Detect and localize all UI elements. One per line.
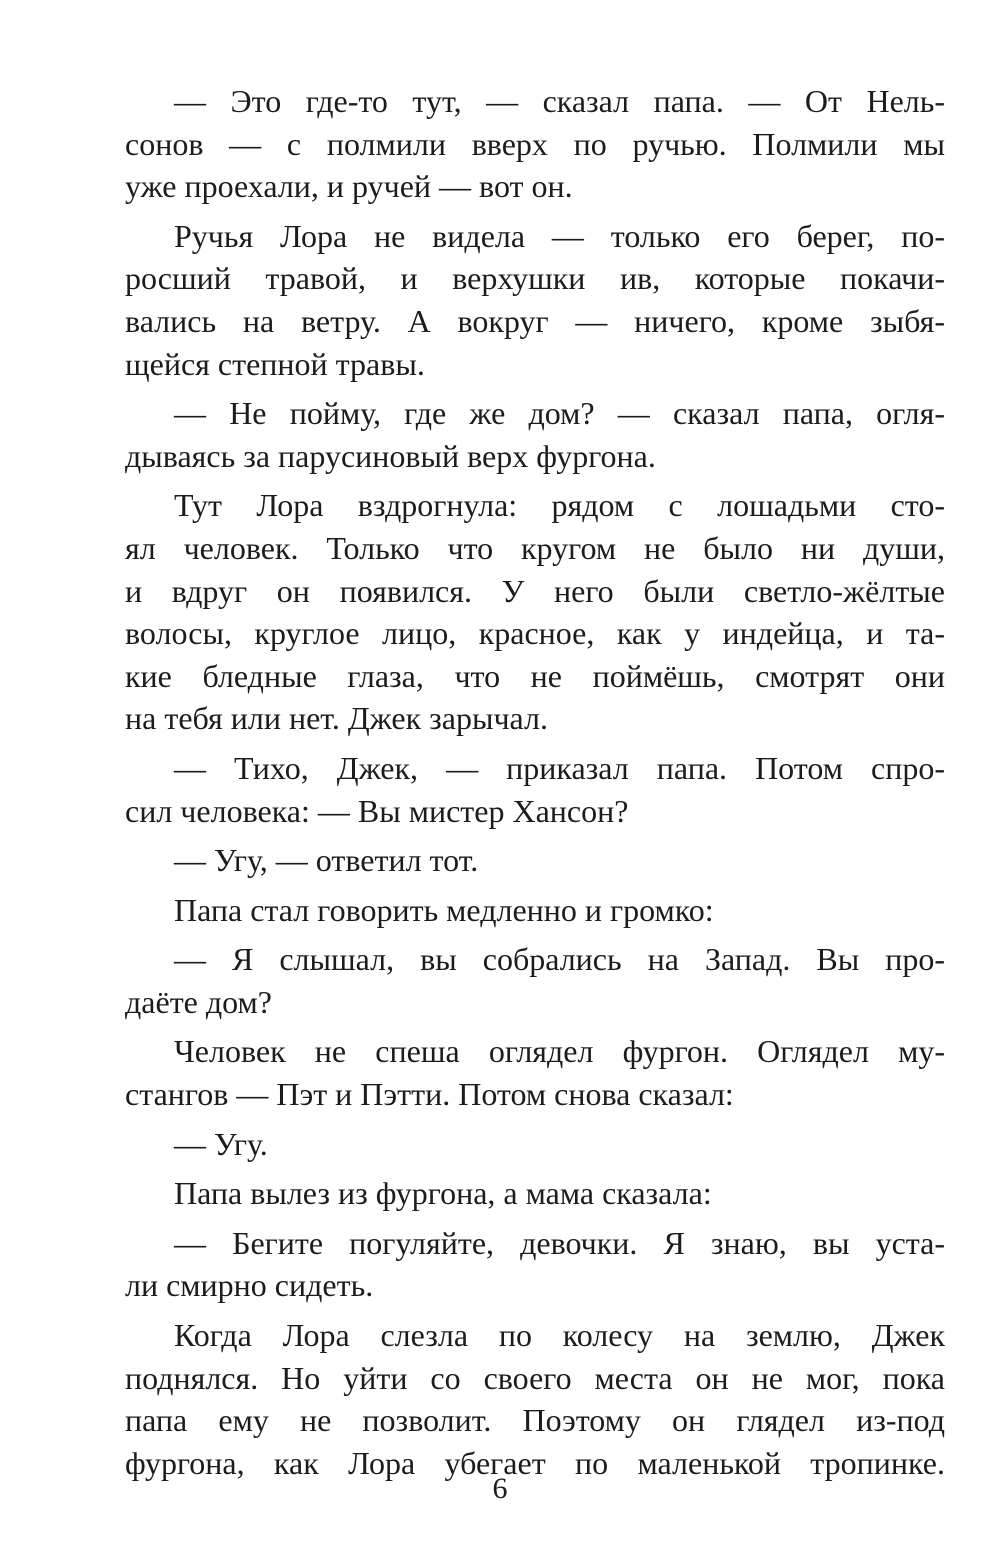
text-line: уже проехали, и ручей — вот он.	[125, 168, 573, 205]
paragraph	[125, 1314, 945, 1484]
text-line: ли смирно сидеть.	[125, 1267, 374, 1304]
paragraph	[125, 1030, 945, 1115]
text-line: щейся степной травы.	[125, 345, 425, 382]
text-line: кие бледные глаза, что не поймёшь, смотрят они	[125, 657, 945, 694]
text-line: росший травой, и верхушки ив, которые покачи-	[125, 260, 945, 297]
paragraph	[125, 1123, 945, 1166]
text-line: ял человек. Только что кругом не было ни души,	[125, 529, 945, 566]
text-line: — Угу.	[174, 1125, 268, 1162]
paragraph	[125, 484, 945, 740]
text-line: Папа вылез из фургона, а мама сказала:	[174, 1175, 712, 1212]
paragraph	[125, 839, 945, 882]
text-line: сил человека: — Вы мистер Хансон?	[125, 792, 629, 829]
text-line: вались на ветру. А вокруг — ничего, кроме зыбя-	[125, 302, 945, 339]
paragraph	[125, 1172, 945, 1215]
text-line: папа ему не позволит. Поэтому он глядел из-под	[125, 1402, 945, 1439]
paragraph	[125, 938, 945, 1023]
text-line: — Это где-то тут, — сказал папа. — От Нель-	[174, 83, 945, 119]
text-line: и вдруг он появился. У него были светло-жёлтые	[125, 572, 945, 609]
paragraph	[125, 392, 945, 477]
text-line: Папа стал говорить медленно и громко:	[174, 891, 714, 928]
text-line: дываясь за парусиновый верх фургона.	[125, 437, 656, 474]
text-line: даёте дом?	[125, 983, 272, 1020]
text-line: — Не пойму, где же дом? — сказал папа, огля-	[174, 395, 945, 432]
text-line: стангов — Пэт и Пэтти. Потом снова сказал:	[125, 1076, 734, 1113]
text-line: фургона, как Лора убегает по маленькой тропинке.	[125, 1444, 945, 1481]
paragraph	[125, 747, 945, 832]
text-line: Тут Лора вздрогнула: рядом с лошадьми сто-	[174, 487, 945, 524]
paragraph	[125, 215, 945, 385]
text-line: — Тихо, Джек, — приказал папа. Потом спро-	[174, 749, 945, 786]
page-number: 6	[492, 1472, 508, 1505]
paragraph	[125, 80, 945, 208]
text-line: — Угу, — ответил тот.	[174, 842, 479, 879]
text-line: волосы, круглое лицо, красное, как у индейца, и та-	[125, 615, 945, 652]
paragraph	[125, 1222, 945, 1307]
page-text	[125, 80, 945, 1491]
text-line: — Я слышал, вы собрались на Запад. Вы про-	[174, 941, 945, 978]
text-line: сонов — с полмили вверх по ручью. Полмили мы	[125, 125, 945, 162]
text-line: на тебя или нет. Джек зарычал.	[125, 700, 548, 737]
text-line: Ручья Лора не видела — только его берег, по-	[174, 217, 945, 254]
text-line: — Бегите погуляйте, девочки. Я знаю, вы уста-	[174, 1224, 945, 1261]
text-line: Человек не спеша оглядел фургон. Оглядел му-	[174, 1033, 945, 1070]
text-line: поднялся. Но уйти со своего места он не мог, пока	[125, 1359, 945, 1396]
text-line: Когда Лора слезла по колесу на землю, Джек	[174, 1317, 945, 1354]
paragraph	[125, 889, 945, 932]
